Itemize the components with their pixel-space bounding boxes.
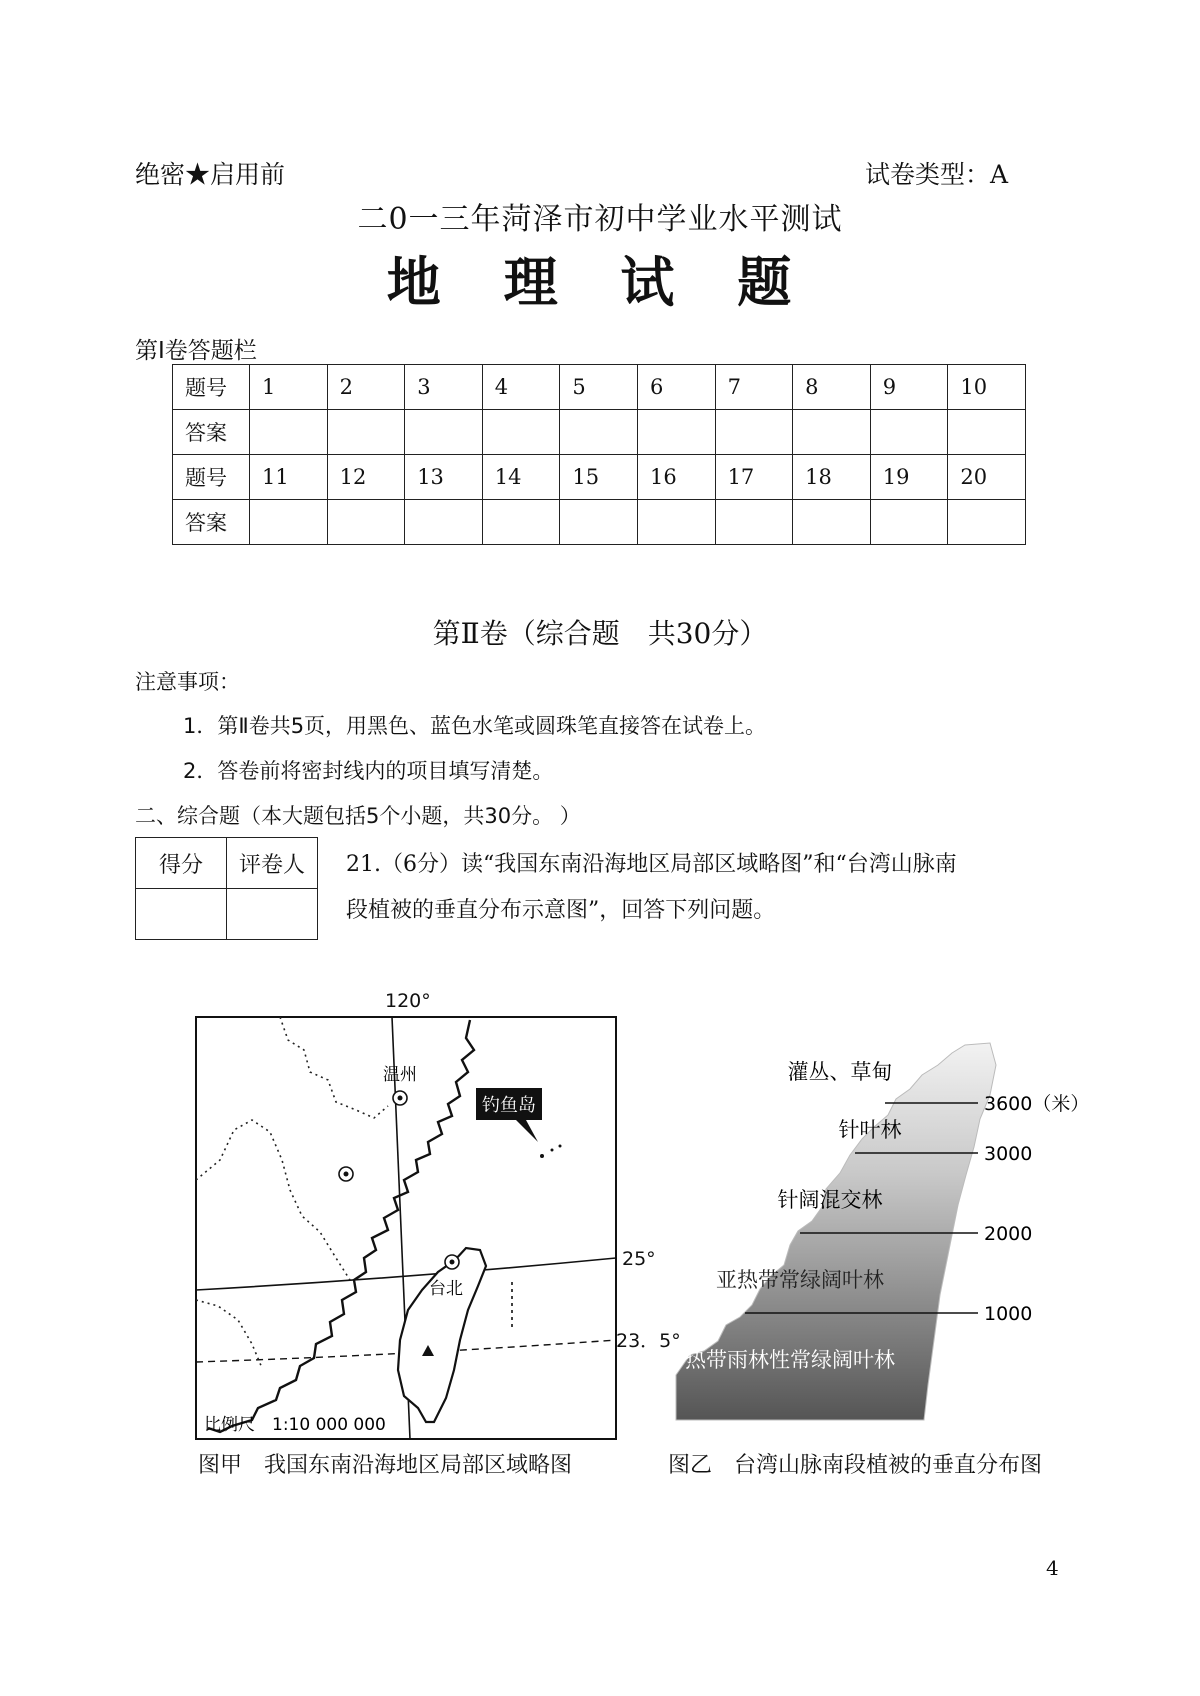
question-text: 21.（6分）读“我国东南沿海地区局部区域略图”和“台湾山脉南 — [346, 852, 957, 877]
answer-cell[interactable] — [637, 500, 715, 545]
score-label: 得分 — [136, 838, 227, 889]
question-number: 9 — [870, 365, 948, 410]
paper-type-label: 试卷类型：A — [865, 160, 1009, 189]
taipei-label: 台北 — [429, 1279, 463, 1299]
score-cell[interactable] — [136, 889, 227, 940]
score-table — [135, 837, 318, 940]
table-row — [173, 455, 1026, 500]
zone-label: 热带雨林性常绿阔叶林 — [685, 1348, 895, 1372]
answer-cell[interactable] — [560, 500, 638, 545]
question-number: 17 — [715, 455, 793, 500]
elevation-label: 2000 — [984, 1223, 1033, 1245]
scale-label: 比例尺 1:10 000 000 — [204, 1415, 386, 1435]
island-dot — [551, 1149, 554, 1152]
answer-cell[interactable] — [250, 500, 328, 545]
zone-label: 亚热带常绿阔叶林 — [716, 1268, 884, 1292]
table-row — [173, 365, 1026, 410]
question-21 — [346, 842, 1086, 934]
row-label: 题号 — [173, 455, 250, 500]
question-number: 14 — [482, 455, 560, 500]
question-number: 10 — [948, 365, 1026, 410]
question-number: 18 — [793, 455, 871, 500]
answer-cell[interactable] — [637, 410, 715, 455]
answer-cell[interactable] — [948, 410, 1026, 455]
grader-label: 评卷人 — [227, 838, 318, 889]
answer-cell[interactable] — [793, 410, 871, 455]
vegetation-caption: 图乙 台湾山脉南段植被的垂直分布图 — [668, 1453, 1043, 1478]
question-number: 20 — [948, 455, 1026, 500]
table-row — [173, 410, 1026, 455]
row-label: 题号 — [173, 365, 250, 410]
answer-cell[interactable] — [870, 500, 948, 545]
answer-table — [172, 364, 1026, 545]
question-number: 2 — [327, 365, 405, 410]
coastal-map — [160, 1010, 660, 1442]
answer-cell[interactable] — [482, 500, 560, 545]
answer-cell[interactable] — [327, 500, 405, 545]
table-row — [136, 889, 318, 940]
question-number: 4 — [482, 365, 560, 410]
island-dot — [540, 1154, 544, 1158]
zone-label: 针叶林 — [838, 1118, 902, 1142]
question-text: 段植被的垂直分布示意图”，回答下列问题。 — [346, 898, 776, 923]
question-number: 11 — [250, 455, 328, 500]
elevation-label: 1000 — [984, 1303, 1033, 1325]
page-number: 4 — [1046, 1556, 1059, 1580]
question-number: 8 — [793, 365, 871, 410]
question-number: 1 — [250, 365, 328, 410]
answer-cell[interactable] — [405, 500, 483, 545]
answer-cell[interactable] — [715, 500, 793, 545]
map-caption: 图甲 我国东南沿海地区局部区域略图 — [198, 1453, 573, 1478]
table-row — [173, 500, 1026, 545]
question-number: 12 — [327, 455, 405, 500]
elevation-label: 3000 — [984, 1143, 1033, 1165]
question-number: 6 — [637, 365, 715, 410]
note-item: 2．答卷前将密封线内的项目填写清楚。 — [183, 759, 554, 783]
answer-cell[interactable] — [250, 410, 328, 455]
diaoyu-label: 钓鱼岛 — [482, 1095, 536, 1116]
answer-cell[interactable] — [793, 500, 871, 545]
question-number: 13 — [405, 455, 483, 500]
question-number: 3 — [405, 365, 483, 410]
zone-label: 灌丛、草甸 — [787, 1060, 893, 1084]
answer-cell[interactable] — [560, 410, 638, 455]
answer-cell[interactable] — [948, 500, 1026, 545]
section-heading: 二、综合题（本大题包括5个小题，共30分。 ） — [135, 804, 581, 828]
longitude-label: 120° — [385, 990, 431, 1012]
answer-cell[interactable] — [482, 410, 560, 455]
question-number: 16 — [637, 455, 715, 500]
question-number: 5 — [560, 365, 638, 410]
vegetation-diagram — [660, 1035, 1100, 1445]
notes-title: 注意事项： — [135, 670, 240, 694]
elevation-label: 3600（米） — [984, 1093, 1090, 1115]
answer-cell[interactable] — [405, 410, 483, 455]
table-row — [136, 838, 318, 889]
answer-cell[interactable] — [870, 410, 948, 455]
answer-cell[interactable] — [327, 410, 405, 455]
lat235-label: 23．5° — [616, 1330, 681, 1352]
secret-label: 绝密★启用前 — [135, 160, 286, 189]
lat25-label: 25° — [622, 1248, 656, 1270]
note-item: 1．第Ⅱ卷共5页，用黑色、蓝色水笔或圆珠笔直接答在试卷上。 — [183, 714, 767, 738]
wenzhou-label: 温州 — [383, 1065, 417, 1085]
part2-heading: 第Ⅱ卷（综合题 共30分） — [432, 617, 768, 650]
island-dot — [559, 1145, 562, 1148]
zone-label: 针阔混交林 — [777, 1188, 883, 1212]
row-label: 答案 — [173, 500, 250, 545]
answer-cell[interactable] — [715, 410, 793, 455]
question-number: 19 — [870, 455, 948, 500]
question-number: 15 — [560, 455, 638, 500]
question-number: 7 — [715, 365, 793, 410]
row-label: 答案 — [173, 410, 250, 455]
page-title: 地 理 试 题 — [386, 251, 814, 314]
grader-cell[interactable] — [227, 889, 318, 940]
part1-heading: 第Ⅰ卷答题栏 — [135, 338, 257, 364]
exam-subtitle: 二0一三年菏泽市初中学业水平测试 — [357, 202, 843, 237]
